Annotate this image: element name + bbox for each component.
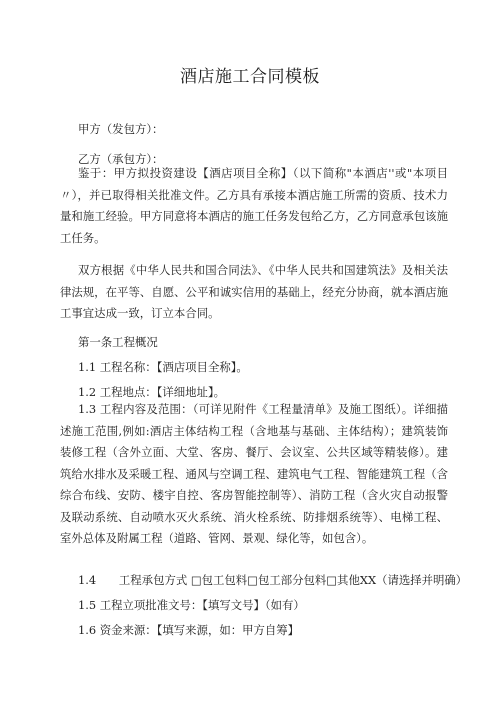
article-1-heading: 第一条工程概况 bbox=[78, 335, 158, 349]
item-1-2: 1.2 工程地点：【详细地址】。 bbox=[78, 385, 226, 399]
item-1-6: 1.6 资金来源：【填写来源，如：甲方自筹】 bbox=[78, 623, 300, 637]
item-1-4: 1.4 工程承包方式 □包工包料□包工部分包料□其他XX（请选择并明确） bbox=[78, 573, 468, 587]
agreement-paragraph: 双方根据《中华人民共和国合同法》、《中华人民共和国建筑法》及相关法律法规，在平等、自愿、公平和诚实信用的基础上，经充分协商，就本酒店施工事宜达成一致，订立本合同。 bbox=[60, 263, 448, 320]
party-b-line: 乙方（承包方）： bbox=[78, 152, 164, 166]
item-1-5: 1.5 工程立项批准文号：【填写文号】（如有） bbox=[78, 598, 305, 612]
document-title: 酒店施工合同模板 bbox=[180, 67, 320, 87]
recital-paragraph: 鉴于：甲方拟投资建设【酒店项目全称】（以下简称"本酒店''或"本项目〃），并已取得相关批准文件。乙方具有承接本酒店施工所需的资质、技术力量和施工经验。甲方同意将本酒店的施工任务发包给乙方，乙方同意承包该施工任务。 bbox=[60, 166, 448, 245]
item-1-3-paragraph: 1.3 工程内容及范围：（可详见附件《工程量清单》及施工图纸）。详细描述施工范围,例如:酒店主体结构工程（含地基与基础、主体结构）；建筑装饰装修工程（含外立面、大堂、客房、餐厅、会议室、公共区域等精装修）。建筑给水排水及采暖工程、通风与空调工程、建筑电气工程、智能建筑工程（含综合布线、安防、楼宇自控、客房智能控制等）、消防工程（含火灾自动报警及联动系统、自动喷水灭火系统、消火栓系统、防排烟系统等）、电梯工程、室外总体及附属工程（道路、管网、景观、绿化等，如包含）。 bbox=[60, 402, 448, 545]
item-1-1: 1.1 工程名称：【酒店项目全称】。 bbox=[78, 360, 248, 374]
party-a-line: 甲方（发包方）： bbox=[78, 122, 164, 136]
